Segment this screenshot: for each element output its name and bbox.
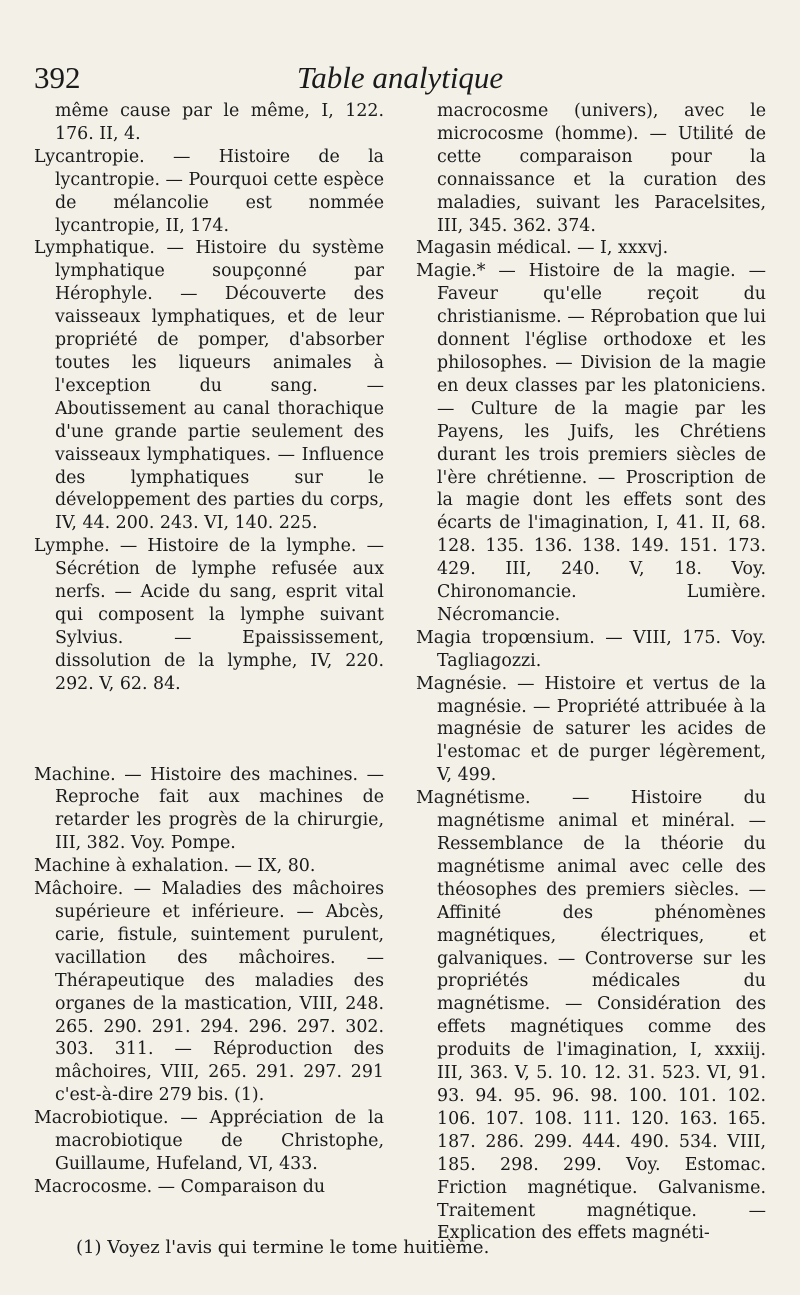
index-entry-continued: macrocosme (univers), avec le microcosme (homme). — Utilité de cette comparaison pour la connaissance et la curation des maladies, suivant les Paracelsites, III, 345. 362. 374.: [437, 101, 766, 236]
right-column: [416, 100, 766, 1245]
index-entry: Machine. — Histoire des machines. — Reproche fait aux machines de retarder les progrès de la chirurgie, III, 382. Voy. Pompe.: [34, 764, 384, 854]
index-entry: Lymphatique. — Histoire du système lymphatique soupçonné par Hérophyle. — Découverte des vaisseaux lymphatiques, et de leur propriété de pomper, d'absorber toutes les liqueurs animales à l'exception du sang. — Aboutissement au canal thorachique d'une grande partie seulement des vaisseaux lymphatiques. — Influence des lymphatiques sur le développement des parties du corps, IV, 44. 200. 243. VI, 140. 225.: [34, 238, 384, 534]
index-entry-continued: même cause par le même, I, 122. 176. II, 4.: [55, 101, 384, 144]
index-entry: Magia tropœnsium. — VIII, 175. Voy. Tagliagozzi.: [416, 627, 766, 671]
column-gap: [34, 696, 384, 764]
index-entry: Machine à exhalation. — IX, 80.: [34, 856, 316, 877]
left-column: [34, 100, 384, 1245]
index-entry: Mâchoire. — Maladies des mâchoires supérieure et inférieure. — Abcès, carie, fistule, suintement purulent, vacillation des mâchoires. — Thérapeutique des maladies des organes de la mastication, VIII, 248. 265. 290. 291. 294. 296. 297. 302. 303. 311. — Réproduction des mâchoires, VIII, 265. 291. 297. 291 c'est-à-dire 279 bis. (1).: [34, 879, 384, 1106]
page-number: 392: [34, 60, 81, 95]
index-entry: Lycantropie. — Histoire de la lycantropie. — Pourquoi cette espèce de mélancolie est nommée lycantropie, II, 174.: [34, 146, 384, 236]
index-entry: Magie.* — Histoire de la magie. — Faveur qu'elle reçoit du christianisme. — Réprobation que lui donnent l'église orthodoxe et les philosophes. — Division de la magie en deux classes par les platoniciens. — Culture de la magie par les Payens, les Juifs, les Chrétiens durant les trois premiers siècles de l'ère chrétienne. — Proscription de la magie dont les effets sont des écarts de l'imagination, I, 41. II, 68. 128. 135. 136. 138. 149. 151. 173. 429. III, 240. V, 18. Voy. Chironomancie. Lumière. Nécromancie.: [416, 261, 766, 625]
index-entry: Macrocosme. — Comparaison du: [34, 1176, 326, 1197]
index-entry: Lymphe. — Histoire de la lymphe. — Sécrétion de lymphe refusée aux nerfs. — Acide du sang, esprit vital qui composent la lymphe suivant Sylvius. — Epaississement, dissolution de la lymphe, IV, 220. 292. V, 62. 84.: [34, 536, 384, 694]
running-title: Table analytique: [296, 60, 504, 95]
footnote: (1) Voyez l'avis qui termine le tome huitième.: [76, 1237, 490, 1258]
page-header: [34, 58, 766, 98]
index-entry: Macrobiotique. — Appréciation de la macrobiotique de Christophe, Guillaume, Hufeland, VI, 433.: [34, 1108, 384, 1174]
index-entry: Magnétisme. — Histoire du magnétisme animal et minéral. — Ressemblance de la théorie du magnétisme animal avec celle des théosophes des premiers siècles. — Affinité des phénomènes magnétiques, électriques, et galvaniques. — Controverse sur les propriétés médicales du magnétisme. — Considération des effets magnétiques comme des produits de l'imagination, I, xxxiij. III, 363. V, 5. 10. 12. 31. 523. VI, 91. 93. 94. 95. 96. 98. 100. 101. 102. 106. 107. 108. 111. 120. 163. 165. 187. 286. 299. 444. 490. 534. VIII, 185. 298. 299. Voy. Estomac. Friction magnétique. Galvanisme. Traitement magnétique. — Explication des effets magnéti-: [416, 788, 766, 1244]
index-columns: [34, 100, 766, 1245]
index-entry: Magasin médical. — I, xxxvj.: [416, 238, 669, 259]
index-entry: Magnésie. — Histoire et vertus de la magnésie. — Propriété attribuée à la magnésie de saturer les acides de l'estomac et de purger légèrement, V, 499.: [416, 673, 766, 786]
